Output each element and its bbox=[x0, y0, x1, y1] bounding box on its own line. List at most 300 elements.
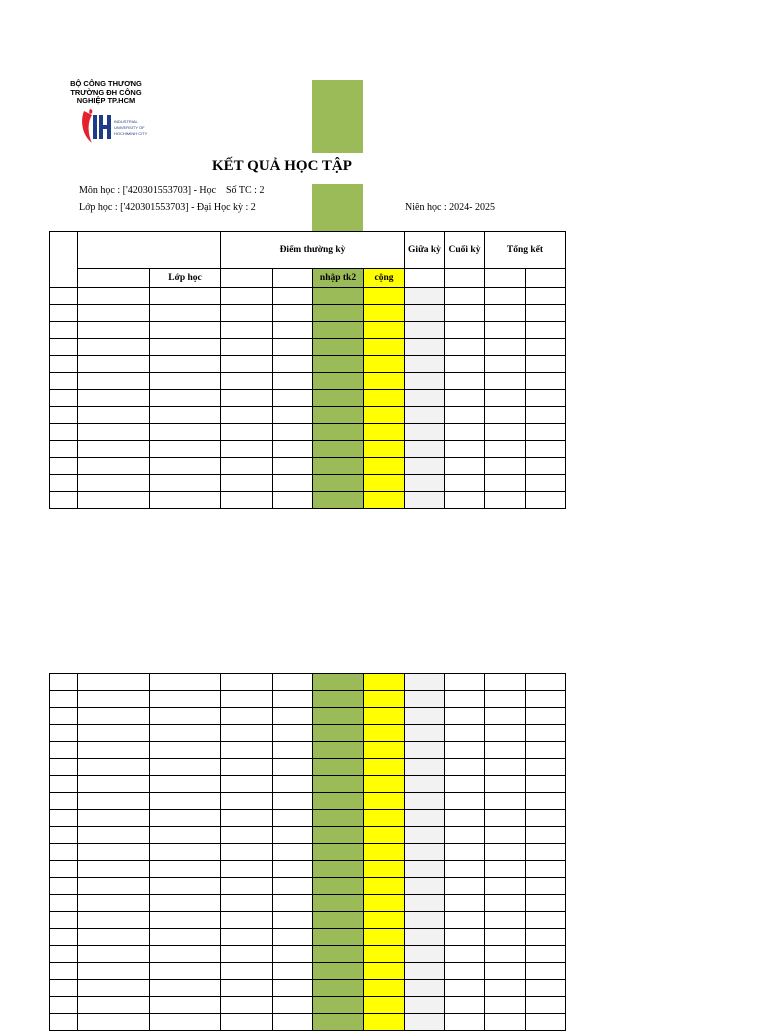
table-cell bbox=[273, 1014, 313, 1031]
table-row bbox=[50, 963, 566, 980]
table-cell bbox=[78, 373, 150, 390]
table-cell bbox=[445, 322, 485, 339]
table-cell bbox=[50, 1014, 78, 1031]
table-cell bbox=[526, 356, 566, 373]
ministry-line-2: TRƯỜNG ĐH CÔNG bbox=[70, 87, 142, 97]
table-cell bbox=[313, 407, 364, 424]
table-cell bbox=[313, 844, 364, 861]
table-cell bbox=[221, 390, 273, 407]
table-row bbox=[50, 441, 566, 458]
table-cell bbox=[313, 963, 364, 980]
table-cell bbox=[313, 827, 364, 844]
table-cell bbox=[364, 742, 405, 759]
table-cell bbox=[50, 810, 78, 827]
table-cell bbox=[313, 305, 364, 322]
table-cell bbox=[50, 708, 78, 725]
table-cell bbox=[526, 725, 566, 742]
table-cell bbox=[150, 742, 221, 759]
table-cell bbox=[313, 946, 364, 963]
table-cell bbox=[485, 827, 526, 844]
university-logo-icon bbox=[78, 105, 158, 147]
table-cell bbox=[364, 793, 405, 810]
table-cell bbox=[78, 322, 150, 339]
table-cell bbox=[526, 844, 566, 861]
empty-subheader-cell bbox=[273, 269, 313, 288]
table-cell bbox=[526, 322, 566, 339]
table-row bbox=[50, 997, 566, 1014]
table-cell bbox=[364, 339, 405, 356]
table-cell bbox=[445, 827, 485, 844]
table-cell bbox=[50, 742, 78, 759]
table-cell bbox=[150, 946, 221, 963]
table-cell bbox=[364, 776, 405, 793]
table-cell bbox=[50, 793, 78, 810]
table-cell bbox=[526, 458, 566, 475]
input-tk2-subheader: nhập tk2 bbox=[313, 269, 364, 288]
table-cell bbox=[445, 492, 485, 509]
table-cell bbox=[405, 458, 445, 475]
table-cell bbox=[364, 458, 405, 475]
table-cell bbox=[78, 708, 150, 725]
table-cell bbox=[313, 390, 364, 407]
table-cell bbox=[526, 674, 566, 691]
table-cell bbox=[405, 793, 445, 810]
class-subheader: Lớp học bbox=[150, 269, 221, 288]
table-cell bbox=[221, 946, 273, 963]
table-cell bbox=[405, 827, 445, 844]
table-cell bbox=[445, 356, 485, 373]
table-cell bbox=[485, 1014, 526, 1031]
empty-subheader-cell bbox=[445, 269, 485, 288]
table-row bbox=[50, 356, 566, 373]
table-cell bbox=[526, 424, 566, 441]
table-cell bbox=[273, 878, 313, 895]
table-cell bbox=[50, 407, 78, 424]
table-cell bbox=[405, 356, 445, 373]
table-cell bbox=[221, 827, 273, 844]
table-cell bbox=[78, 674, 150, 691]
table-cell bbox=[150, 963, 221, 980]
table-cell bbox=[485, 458, 526, 475]
table-row bbox=[50, 776, 566, 793]
table-cell bbox=[78, 390, 150, 407]
table-row bbox=[50, 861, 566, 878]
table-row bbox=[50, 288, 566, 305]
table-cell bbox=[273, 305, 313, 322]
table-cell bbox=[221, 776, 273, 793]
green-column-block-top bbox=[312, 80, 363, 153]
table-cell bbox=[221, 475, 273, 492]
table-cell bbox=[273, 997, 313, 1014]
table-cell bbox=[313, 356, 364, 373]
index-header-cell bbox=[50, 232, 78, 288]
table-cell bbox=[273, 492, 313, 509]
table-row bbox=[50, 424, 566, 441]
table-cell bbox=[364, 844, 405, 861]
table-cell bbox=[78, 793, 150, 810]
table-cell bbox=[485, 407, 526, 424]
table-cell bbox=[221, 1014, 273, 1031]
table-cell bbox=[445, 288, 485, 305]
empty-subheader-cell bbox=[221, 269, 273, 288]
table-row bbox=[50, 980, 566, 997]
table-cell bbox=[150, 1014, 221, 1031]
table-cell bbox=[445, 776, 485, 793]
table-cell bbox=[313, 861, 364, 878]
table-cell bbox=[78, 980, 150, 997]
table-cell bbox=[78, 339, 150, 356]
table-cell bbox=[364, 373, 405, 390]
table-cell bbox=[273, 356, 313, 373]
table-cell bbox=[78, 407, 150, 424]
table-cell bbox=[445, 793, 485, 810]
table-cell bbox=[50, 980, 78, 997]
table-cell bbox=[78, 810, 150, 827]
table-cell bbox=[364, 725, 405, 742]
total-header: Tổng kết bbox=[485, 232, 566, 269]
table-cell bbox=[273, 946, 313, 963]
table-cell bbox=[221, 339, 273, 356]
table-cell bbox=[50, 691, 78, 708]
ministry-line-1: BỘ CÔNG THƯƠNG bbox=[70, 79, 142, 88]
table-cell bbox=[485, 776, 526, 793]
table-cell bbox=[526, 980, 566, 997]
table-cell bbox=[313, 895, 364, 912]
table-cell bbox=[405, 691, 445, 708]
table-cell bbox=[150, 305, 221, 322]
table-cell bbox=[78, 929, 150, 946]
table-row bbox=[50, 475, 566, 492]
logo-text-line-1: INDUSTRIAL bbox=[114, 119, 138, 124]
table-row bbox=[50, 339, 566, 356]
table-cell bbox=[50, 963, 78, 980]
table-cell bbox=[50, 878, 78, 895]
table-header-row-2 bbox=[50, 269, 566, 288]
table-cell bbox=[78, 946, 150, 963]
table-cell bbox=[405, 878, 445, 895]
table-cell bbox=[445, 895, 485, 912]
table-cell bbox=[150, 929, 221, 946]
table-cell bbox=[50, 912, 78, 929]
table-cell bbox=[364, 759, 405, 776]
table-cell bbox=[364, 997, 405, 1014]
table-row bbox=[50, 407, 566, 424]
table-cell bbox=[150, 424, 221, 441]
table-cell bbox=[445, 390, 485, 407]
table-cell bbox=[273, 895, 313, 912]
table-cell bbox=[50, 759, 78, 776]
table-cell bbox=[78, 878, 150, 895]
table-cell bbox=[364, 708, 405, 725]
table-cell bbox=[150, 759, 221, 776]
table-cell bbox=[364, 288, 405, 305]
table-cell bbox=[485, 895, 526, 912]
table-cell bbox=[526, 441, 566, 458]
table-cell bbox=[364, 861, 405, 878]
table-cell bbox=[405, 674, 445, 691]
table-cell bbox=[50, 424, 78, 441]
table-cell bbox=[50, 725, 78, 742]
table-cell bbox=[50, 827, 78, 844]
table-cell bbox=[221, 691, 273, 708]
table-cell bbox=[405, 475, 445, 492]
table-cell bbox=[364, 810, 405, 827]
logo-text-line-2: UNIVERSITY OF bbox=[114, 125, 145, 130]
table-cell bbox=[313, 742, 364, 759]
table-cell bbox=[150, 878, 221, 895]
table-cell bbox=[78, 963, 150, 980]
table-cell bbox=[273, 929, 313, 946]
table-cell bbox=[273, 912, 313, 929]
table-cell bbox=[526, 827, 566, 844]
table-cell bbox=[150, 895, 221, 912]
table-cell bbox=[485, 441, 526, 458]
table-cell bbox=[526, 407, 566, 424]
table-cell bbox=[445, 424, 485, 441]
table-cell bbox=[273, 339, 313, 356]
table-cell bbox=[485, 322, 526, 339]
table-cell bbox=[405, 441, 445, 458]
table-cell bbox=[150, 827, 221, 844]
table-cell bbox=[50, 475, 78, 492]
table-cell bbox=[526, 708, 566, 725]
table-cell bbox=[221, 356, 273, 373]
table-cell bbox=[405, 424, 445, 441]
table-cell bbox=[78, 691, 150, 708]
table-cell bbox=[78, 861, 150, 878]
name-header-cell bbox=[78, 232, 221, 269]
results-table-1 bbox=[49, 231, 566, 509]
table-cell bbox=[485, 946, 526, 963]
table-cell bbox=[526, 997, 566, 1014]
table-cell bbox=[313, 980, 364, 997]
table-cell bbox=[405, 742, 445, 759]
table-cell bbox=[526, 1014, 566, 1031]
table-cell bbox=[273, 725, 313, 742]
table-cell bbox=[364, 475, 405, 492]
table-cell bbox=[405, 844, 445, 861]
empty-subheader-cell bbox=[485, 269, 526, 288]
table-cell bbox=[78, 288, 150, 305]
table-cell bbox=[150, 708, 221, 725]
table-cell bbox=[313, 373, 364, 390]
table-row bbox=[50, 793, 566, 810]
table-cell bbox=[313, 708, 364, 725]
table-cell bbox=[150, 776, 221, 793]
table-cell bbox=[273, 674, 313, 691]
table-row bbox=[50, 458, 566, 475]
table-cell bbox=[78, 742, 150, 759]
table-cell bbox=[485, 878, 526, 895]
table-cell bbox=[526, 861, 566, 878]
table-cell bbox=[405, 929, 445, 946]
table-cell bbox=[526, 793, 566, 810]
table-cell bbox=[273, 475, 313, 492]
results-table-2 bbox=[49, 673, 566, 1031]
table-cell bbox=[221, 997, 273, 1014]
table-cell bbox=[221, 759, 273, 776]
table-cell bbox=[221, 458, 273, 475]
table-cell bbox=[78, 424, 150, 441]
table-cell bbox=[50, 776, 78, 793]
document-title: KẾT QUẢ HỌC TẬP bbox=[212, 158, 352, 174]
table-cell bbox=[364, 963, 405, 980]
table-cell bbox=[526, 742, 566, 759]
table-cell bbox=[485, 424, 526, 441]
table-cell bbox=[445, 861, 485, 878]
table-cell bbox=[50, 895, 78, 912]
table-cell bbox=[405, 708, 445, 725]
table-cell bbox=[405, 912, 445, 929]
table-cell bbox=[273, 424, 313, 441]
table-cell bbox=[50, 458, 78, 475]
table-cell bbox=[50, 339, 78, 356]
table-cell bbox=[313, 322, 364, 339]
table-cell bbox=[150, 441, 221, 458]
table-cell bbox=[445, 373, 485, 390]
table-cell bbox=[78, 912, 150, 929]
table-cell bbox=[150, 475, 221, 492]
table-cell bbox=[364, 895, 405, 912]
table-cell bbox=[221, 373, 273, 390]
table-cell bbox=[313, 776, 364, 793]
table-cell bbox=[150, 458, 221, 475]
table-cell bbox=[50, 997, 78, 1014]
final-header: Cuối kỳ bbox=[445, 232, 485, 269]
table-cell bbox=[445, 742, 485, 759]
table-cell bbox=[405, 373, 445, 390]
table-cell bbox=[221, 844, 273, 861]
table-cell bbox=[78, 441, 150, 458]
table-cell bbox=[50, 861, 78, 878]
table-cell bbox=[526, 339, 566, 356]
table-cell bbox=[405, 288, 445, 305]
table-cell bbox=[405, 980, 445, 997]
subject-line: Môn học : ['420301553703] - Học bbox=[79, 185, 217, 196]
table-cell bbox=[445, 441, 485, 458]
table-cell bbox=[485, 674, 526, 691]
table-cell bbox=[78, 844, 150, 861]
table-cell bbox=[273, 844, 313, 861]
table-cell bbox=[221, 810, 273, 827]
table-cell bbox=[485, 997, 526, 1014]
table-cell bbox=[485, 373, 526, 390]
table-cell bbox=[78, 492, 150, 509]
table-cell bbox=[405, 492, 445, 509]
table-cell bbox=[313, 1014, 364, 1031]
empty-subheader-cell bbox=[78, 269, 150, 288]
table-cell bbox=[485, 742, 526, 759]
table-cell bbox=[150, 810, 221, 827]
table-cell bbox=[273, 407, 313, 424]
table-cell bbox=[150, 912, 221, 929]
table-cell bbox=[313, 878, 364, 895]
table-row bbox=[50, 373, 566, 390]
table-cell bbox=[273, 861, 313, 878]
table-cell bbox=[221, 929, 273, 946]
table-cell bbox=[221, 861, 273, 878]
table-cell bbox=[150, 674, 221, 691]
table-row bbox=[50, 305, 566, 322]
table-cell bbox=[526, 946, 566, 963]
table-row bbox=[50, 895, 566, 912]
table-cell bbox=[273, 390, 313, 407]
table-cell bbox=[485, 861, 526, 878]
table-cell bbox=[445, 759, 485, 776]
table-cell bbox=[364, 424, 405, 441]
table-cell bbox=[526, 475, 566, 492]
table-cell bbox=[78, 725, 150, 742]
table-cell bbox=[313, 725, 364, 742]
table-cell bbox=[445, 691, 485, 708]
table-cell bbox=[221, 424, 273, 441]
table-cell bbox=[526, 810, 566, 827]
table-cell bbox=[313, 691, 364, 708]
table-cell bbox=[485, 305, 526, 322]
table-cell bbox=[364, 407, 405, 424]
table-cell bbox=[221, 708, 273, 725]
table-row bbox=[50, 674, 566, 691]
table-cell bbox=[313, 424, 364, 441]
table-cell bbox=[50, 373, 78, 390]
table-cell bbox=[273, 691, 313, 708]
table-row bbox=[50, 742, 566, 759]
table-row bbox=[50, 878, 566, 895]
table-cell bbox=[405, 895, 445, 912]
table-cell bbox=[485, 339, 526, 356]
table-cell bbox=[313, 475, 364, 492]
table-cell bbox=[445, 946, 485, 963]
table-cell bbox=[78, 997, 150, 1014]
table-cell bbox=[313, 458, 364, 475]
table-cell bbox=[150, 339, 221, 356]
table-cell bbox=[364, 691, 405, 708]
table-cell bbox=[50, 441, 78, 458]
table-cell bbox=[485, 708, 526, 725]
table-cell bbox=[526, 963, 566, 980]
table-cell bbox=[364, 980, 405, 997]
table-cell bbox=[405, 390, 445, 407]
table-cell bbox=[221, 288, 273, 305]
table-cell bbox=[313, 441, 364, 458]
table-cell bbox=[445, 674, 485, 691]
table-cell bbox=[445, 929, 485, 946]
table-cell bbox=[445, 1014, 485, 1031]
table-cell bbox=[221, 742, 273, 759]
table-cell bbox=[150, 844, 221, 861]
table-cell bbox=[78, 1014, 150, 1031]
table-cell bbox=[364, 322, 405, 339]
table-cell bbox=[50, 390, 78, 407]
table-cell bbox=[221, 963, 273, 980]
table-cell bbox=[273, 759, 313, 776]
table-header-row-1 bbox=[50, 232, 566, 269]
table-row bbox=[50, 691, 566, 708]
table-cell bbox=[273, 288, 313, 305]
table-cell bbox=[273, 827, 313, 844]
table-cell bbox=[405, 322, 445, 339]
table-cell bbox=[364, 878, 405, 895]
table-cell bbox=[364, 390, 405, 407]
table-cell bbox=[485, 980, 526, 997]
empty-subheader-cell bbox=[526, 269, 566, 288]
table-cell bbox=[273, 776, 313, 793]
table-cell bbox=[221, 980, 273, 997]
table-cell bbox=[526, 390, 566, 407]
midterm-header: Giữa kỳ bbox=[405, 232, 445, 269]
table-cell bbox=[50, 288, 78, 305]
table-cell bbox=[221, 441, 273, 458]
